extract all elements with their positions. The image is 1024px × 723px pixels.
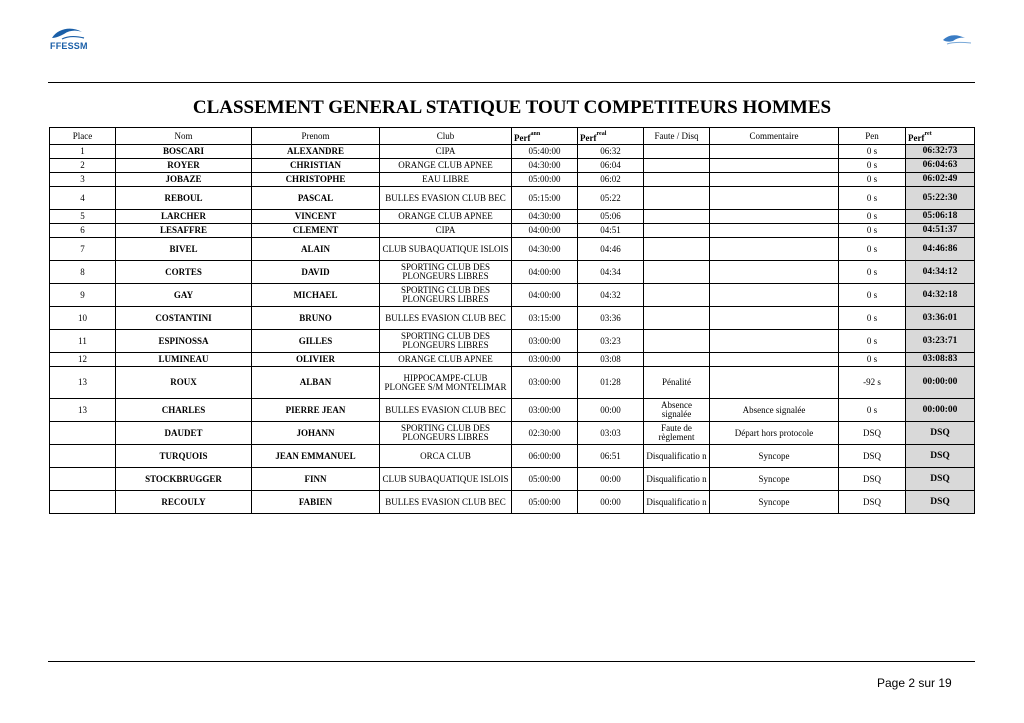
cell-place: 11 [50,330,116,353]
cell-nom: LARCHER [116,210,252,224]
table-row [50,187,975,210]
cell-perf-real: 04:46 [578,238,644,261]
cell-prenom: OLIVIER [252,353,380,367]
header-place: Place [50,128,116,145]
table-row [50,367,975,399]
cell-prenom: JEAN EMMANUEL [252,445,380,468]
table-row [50,284,975,307]
cell-place [50,468,116,491]
cell-perf-ann: 03:00:00 [512,367,578,399]
cell-prenom: FABIEN [252,491,380,514]
header-pen: Pen [839,128,906,145]
cell-club: BULLES EVASION CLUB BEC [380,307,512,330]
table-row [50,353,975,367]
cell-perf-real: 04:32 [578,284,644,307]
partner-logo [941,30,973,50]
cell-pen: 0 s [839,284,906,307]
header-perf-real-label: Perf [580,132,597,143]
cell-club: ORANGE CLUB APNEE [380,210,512,224]
cell-club: SPORTING CLUB DES PLONGEURS LIBRES [380,330,512,353]
cell-place: 1 [50,145,116,159]
cell-perf-ret: 05:22:30 [906,187,975,210]
cell-perf-real: 05:06 [578,210,644,224]
cell-nom: DAUDET [116,422,252,445]
cell-place [50,445,116,468]
table-header-row [50,128,975,145]
cell-faute: Pénalité [644,367,710,399]
header-commentaire: Commentaire [710,128,839,145]
cell-perf-ret: 06:32:73 [906,145,975,159]
cell-nom: REBOUL [116,187,252,210]
cell-perf-real: 03:23 [578,330,644,353]
footer-rule [48,661,975,662]
cell-place: 10 [50,307,116,330]
cell-perf-real: 05:22 [578,187,644,210]
cell-faute [644,210,710,224]
cell-perf-ret: 03:36:01 [906,307,975,330]
table-row [50,468,975,491]
ffessm-logo [48,24,88,58]
cell-commentaire [710,224,839,238]
cell-perf-real: 03:08 [578,353,644,367]
cell-perf-real: 06:51 [578,445,644,468]
cell-perf-ann: 05:15:00 [512,187,578,210]
cell-perf-ann: 06:00:00 [512,445,578,468]
table-row [50,261,975,284]
cell-commentaire [710,173,839,187]
cell-prenom: ALBAN [252,367,380,399]
cell-pen: 0 s [839,399,906,422]
cell-commentaire: Syncope [710,445,839,468]
table-row [50,210,975,224]
cell-prenom: JOHANN [252,422,380,445]
cell-club: BULLES EVASION CLUB BEC [380,187,512,210]
cell-faute [644,187,710,210]
cell-place: 3 [50,173,116,187]
cell-nom: LESAFFRE [116,224,252,238]
cell-perf-ret: 06:02:49 [906,173,975,187]
cell-perf-ret: 03:08:83 [906,353,975,367]
cell-commentaire [710,210,839,224]
cell-perf-real: 06:04 [578,159,644,173]
table-row [50,445,975,468]
cell-perf-ret: 04:34:12 [906,261,975,284]
cell-commentaire [710,307,839,330]
cell-club: CLUB SUBAQUATIQUE ISLOIS [380,238,512,261]
header-perf-ann-sup: ann [530,130,541,137]
cell-pen: 0 s [839,353,906,367]
header-perf-ann-label: Perf [514,132,531,143]
cell-faute [644,284,710,307]
table-row [50,224,975,238]
cell-perf-real: 03:03 [578,422,644,445]
cell-perf-ret: 00:00:00 [906,367,975,399]
cell-nom: COSTANTINI [116,307,252,330]
cell-perf-ann: 04:30:00 [512,210,578,224]
header-perf-ret [906,128,975,145]
cell-club: BULLES EVASION CLUB BEC [380,399,512,422]
cell-perf-ret: 04:32:18 [906,284,975,307]
cell-prenom: BRUNO [252,307,380,330]
cell-place: 13 [50,399,116,422]
cell-commentaire: Syncope [710,468,839,491]
cell-perf-ann: 03:15:00 [512,307,578,330]
cell-pen: 0 s [839,330,906,353]
cell-perf-real: 06:02 [578,173,644,187]
cell-club: BULLES EVASION CLUB BEC [380,491,512,514]
cell-pen: 0 s [839,224,906,238]
cell-prenom: FINN [252,468,380,491]
cell-faute: Faute de règlement [644,422,710,445]
cell-commentaire [710,145,839,159]
cell-prenom: CLEMENT [252,224,380,238]
cell-place: 13 [50,367,116,399]
table-row [50,173,975,187]
cell-perf-ann: 05:00:00 [512,173,578,187]
cell-nom: STOCKBRUGGER [116,468,252,491]
header-perf-ann [512,128,578,145]
cell-perf-real: 00:00 [578,399,644,422]
cell-nom: ESPINOSSA [116,330,252,353]
cell-prenom: CHRISTOPHE [252,173,380,187]
cell-faute [644,159,710,173]
cell-perf-ann: 02:30:00 [512,422,578,445]
cell-commentaire [710,159,839,173]
cell-perf-real: 04:34 [578,261,644,284]
cell-perf-real: 00:00 [578,491,644,514]
cell-nom: GAY [116,284,252,307]
cell-faute: Disqualificatio n [644,468,710,491]
cell-perf-ann: 03:00:00 [512,330,578,353]
cell-prenom: PASCAL [252,187,380,210]
cell-perf-ann: 05:00:00 [512,491,578,514]
cell-club: CIPA [380,145,512,159]
cell-place: 2 [50,159,116,173]
cell-nom: CHARLES [116,399,252,422]
cell-perf-ret: 03:23:71 [906,330,975,353]
header-perf-ret-sup: ret [924,130,932,137]
cell-place: 5 [50,210,116,224]
cell-perf-ann: 04:30:00 [512,159,578,173]
cell-perf-ann: 04:30:00 [512,238,578,261]
cell-nom: JOBAZE [116,173,252,187]
cell-pen: -92 s [839,367,906,399]
header-rule [48,82,975,83]
cell-pen: 0 s [839,238,906,261]
cell-faute: Disqualificatio n [644,445,710,468]
cell-prenom: ALAIN [252,238,380,261]
cell-perf-ann: 03:00:00 [512,399,578,422]
cell-prenom: MICHAEL [252,284,380,307]
cell-prenom: VINCENT [252,210,380,224]
cell-perf-ret: 00:00:00 [906,399,975,422]
cell-prenom: CHRISTIAN [252,159,380,173]
table-row [50,399,975,422]
cell-place: 8 [50,261,116,284]
cell-nom: LUMINEAU [116,353,252,367]
cell-faute [644,145,710,159]
cell-faute [644,353,710,367]
cell-perf-real: 03:36 [578,307,644,330]
cell-commentaire [710,367,839,399]
dolphin-icon [48,24,88,42]
header-perf-ret-label: Perf [908,132,925,143]
cell-prenom: ALEXANDRE [252,145,380,159]
results-table [49,127,975,514]
cell-commentaire [710,187,839,210]
cell-perf-ann: 04:00:00 [512,284,578,307]
cell-club: ORANGE CLUB APNEE [380,159,512,173]
page-number: Page 2 sur 19 [877,676,952,690]
cell-commentaire [710,261,839,284]
cell-club: SPORTING CLUB DES PLONGEURS LIBRES [380,261,512,284]
cell-place [50,422,116,445]
cell-faute: Absence signalée [644,399,710,422]
cell-perf-ann: 04:00:00 [512,224,578,238]
cell-commentaire: Absence signalée [710,399,839,422]
cell-commentaire [710,330,839,353]
cell-nom: BOSCARI [116,145,252,159]
cell-club: ORANGE CLUB APNEE [380,353,512,367]
cell-pen: 0 s [839,307,906,330]
cell-faute [644,224,710,238]
cell-club: CLUB SUBAQUATIQUE ISLOIS [380,468,512,491]
page-title: CLASSEMENT GENERAL STATIQUE TOUT COMPETITEURS HOMMES [192,97,832,118]
cell-nom: ROUX [116,367,252,399]
cell-nom: BIVEL [116,238,252,261]
cell-perf-ret: DSQ [906,468,975,491]
cell-pen: DSQ [839,445,906,468]
cell-place: 6 [50,224,116,238]
cell-nom: ROYER [116,159,252,173]
cell-place: 4 [50,187,116,210]
cell-perf-ret: 04:51:37 [906,224,975,238]
wave-logo-icon [941,30,973,50]
header-prenom: Prenom [252,128,380,145]
cell-perf-ret: DSQ [906,422,975,445]
table-row [50,145,975,159]
cell-prenom: PIERRE JEAN [252,399,380,422]
table-body [50,145,975,514]
cell-faute [644,330,710,353]
cell-faute [644,307,710,330]
cell-pen: 0 s [839,173,906,187]
table-row [50,422,975,445]
cell-club: SPORTING CLUB DES PLONGEURS LIBRES [380,284,512,307]
logo-text: FFESSM [50,41,88,51]
cell-perf-real: 06:32 [578,145,644,159]
table-row [50,307,975,330]
table-row [50,330,975,353]
cell-place: 12 [50,353,116,367]
cell-pen: 0 s [839,159,906,173]
cell-prenom: GILLES [252,330,380,353]
cell-club: ORCA CLUB [380,445,512,468]
cell-nom: CORTES [116,261,252,284]
table-row [50,238,975,261]
cell-club: SPORTING CLUB DES PLONGEURS LIBRES [380,422,512,445]
table-row [50,159,975,173]
cell-faute [644,261,710,284]
cell-commentaire: Départ hors protocole [710,422,839,445]
header-perf-real [578,128,644,145]
table-row [50,491,975,514]
cell-pen: DSQ [839,491,906,514]
cell-prenom: DAVID [252,261,380,284]
cell-pen: 0 s [839,145,906,159]
cell-pen: 0 s [839,210,906,224]
cell-club: EAU LIBRE [380,173,512,187]
cell-perf-ann: 05:40:00 [512,145,578,159]
cell-club: CIPA [380,224,512,238]
cell-pen: DSQ [839,422,906,445]
cell-perf-ann: 04:00:00 [512,261,578,284]
cell-nom: RECOULY [116,491,252,514]
cell-perf-ann: 03:00:00 [512,353,578,367]
cell-faute: Disqualificatio n [644,491,710,514]
cell-pen: 0 s [839,261,906,284]
cell-faute [644,173,710,187]
cell-place: 7 [50,238,116,261]
cell-pen: 0 s [839,187,906,210]
cell-commentaire [710,353,839,367]
cell-place [50,491,116,514]
cell-commentaire [710,284,839,307]
header-faute: Faute / Disq [644,128,710,145]
cell-commentaire: Syncope [710,491,839,514]
cell-perf-ret: DSQ [906,491,975,514]
cell-nom: TURQUOIS [116,445,252,468]
cell-perf-ret: 06:04:63 [906,159,975,173]
cell-perf-real: 01:28 [578,367,644,399]
cell-perf-ret: 04:46:86 [906,238,975,261]
cell-perf-ann: 05:00:00 [512,468,578,491]
header-club: Club [380,128,512,145]
header-nom: Nom [116,128,252,145]
cell-club: HIPPOCAMPE-CLUB PLONGEE S/M MONTELIMAR [380,367,512,399]
cell-perf-ret: DSQ [906,445,975,468]
cell-commentaire [710,238,839,261]
cell-place: 9 [50,284,116,307]
header-perf-real-sup: real [596,130,607,137]
cell-perf-real: 00:00 [578,468,644,491]
cell-perf-real: 04:51 [578,224,644,238]
cell-pen: DSQ [839,468,906,491]
cell-perf-ret: 05:06:18 [906,210,975,224]
cell-faute [644,238,710,261]
